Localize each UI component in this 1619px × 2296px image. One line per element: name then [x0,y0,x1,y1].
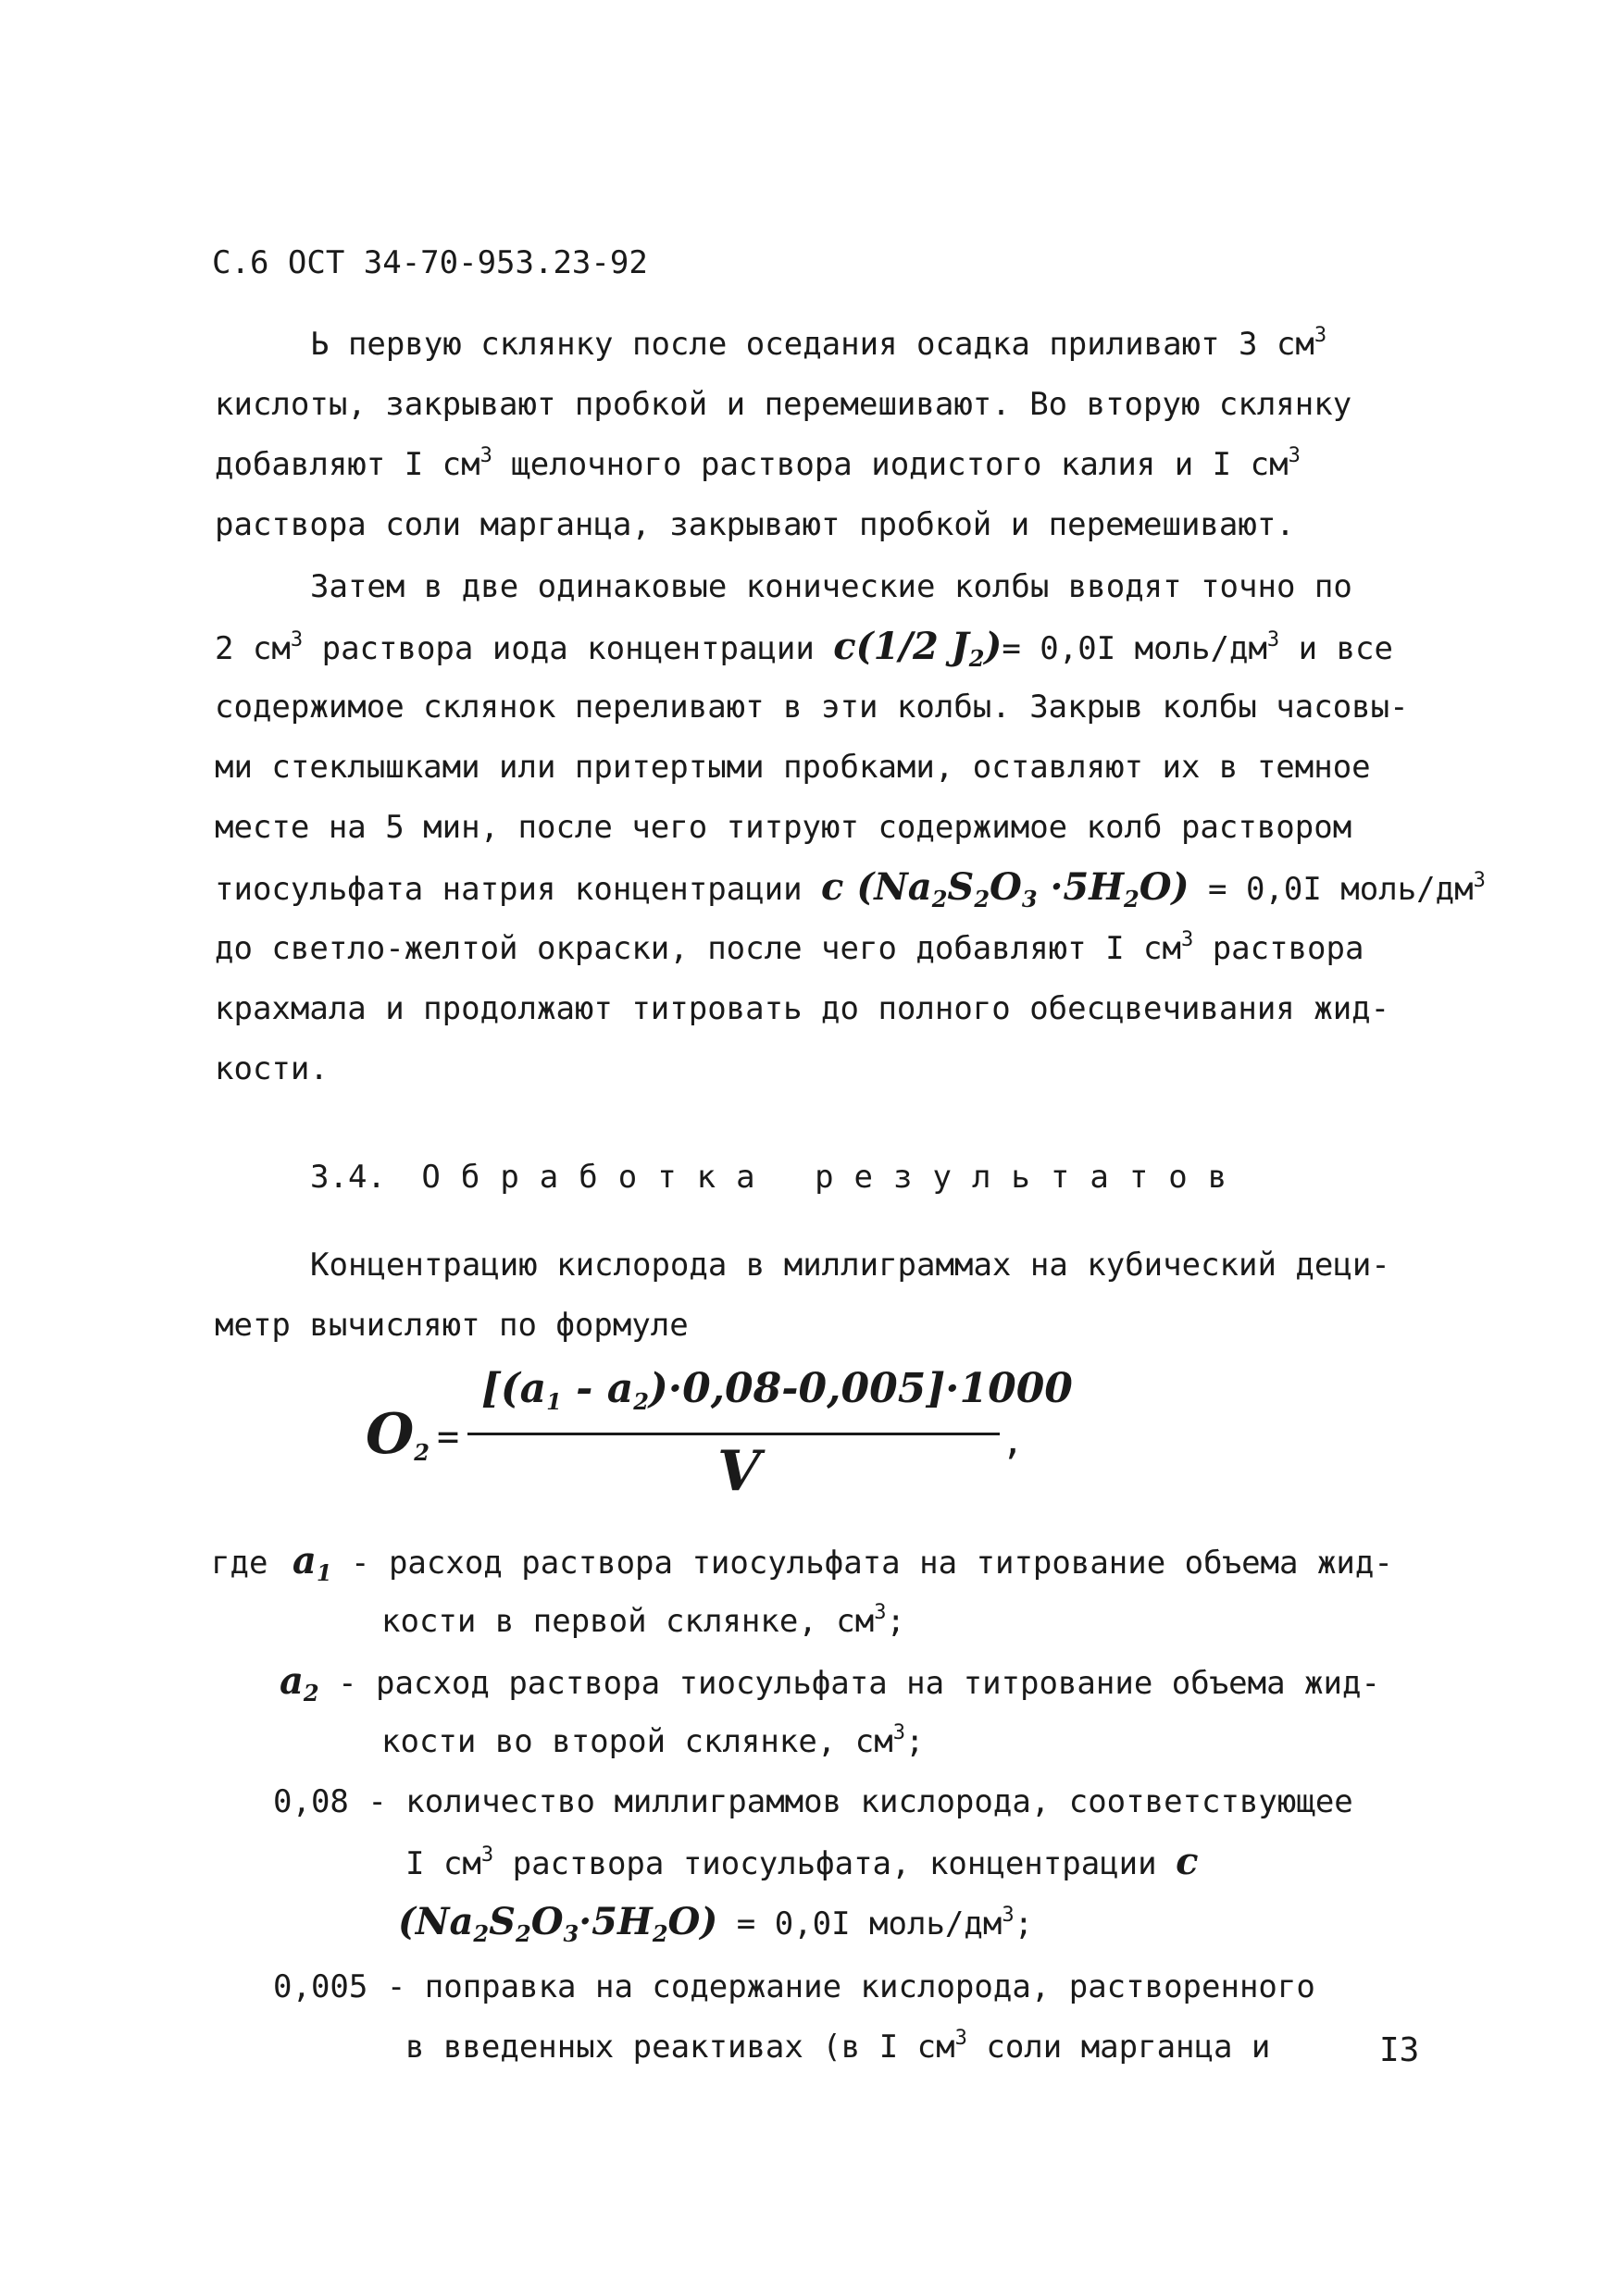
text: = 0,0I моль/дм [1002,630,1267,667]
paragraph-1-line-3 [215,444,1301,485]
paragraph-2-line-6 [215,867,1486,910]
formula-comma: , [1002,1421,1025,1463]
paragraph-2-line-3: содержимое склянок переливают в эти колбы. Закрыв колбы часовы- [215,689,1409,726]
where-label: где [211,1545,268,1582]
definition-a1-line-2 [381,1601,905,1642]
text: в введенных реактивах (в I см [405,2029,955,2066]
definition-0005-line-2 [405,2027,1270,2067]
definition-a1-line-1 [211,1539,1393,1586]
handwritten-formula: $(Na_2S_2O_3\cdot 5H_2O)$ [398,1900,718,1947]
superscript: 3 [892,1721,905,1744]
text: раствора [1193,930,1364,967]
symbol-a2: $a_2$ [280,1659,319,1706]
symbol-a1: $a_1$ [292,1539,332,1586]
superscript: 3 [1288,444,1301,467]
definition-008-line-2 [405,1842,1198,1884]
text: - расход раствора тиосульфата на титрование объема жид- [331,1545,1393,1582]
paragraph-2-line-7 [215,928,1364,969]
text: кости во второй склянке, см [381,1723,893,1760]
handwritten-formula: c $(Na_2S_2O_3 \cdot 5H_2O)$ [821,865,1189,912]
definition-008-line-3 [398,1900,1034,1947]
paragraph-3-line-2: метр вычисляют по формуле [215,1307,689,1344]
text: ; [1014,1905,1034,1942]
text: = 0,0I моль/дм [717,1905,1003,1942]
paragraph-1-line-2: кислоты, закрывают пробкой и перемешивают. Во вторую склянку [215,386,1352,423]
formula-numerator: $[(a_1 - a_2)\cdot 0,08-0,005]\cdot 1000$ [481,1365,1073,1415]
paragraph-2-line-1: Затем в две одинаковые конические колбы вводят точно по [310,568,1352,605]
text: ; [886,1603,905,1640]
text: - расход раствора тиосульфата на титрование объема жид- [318,1665,1380,1702]
paragraph-1-line-4: раствора соли марганца, закрывают пробкой и перемешивают. [215,506,1295,543]
paragraph-2-line-9: кости. [215,1050,329,1087]
text: тиосульфата натрия концентрации [215,871,822,908]
paragraph-1-line-1 [310,324,1326,365]
superscript: 3 [480,1843,494,1867]
superscript: 3 [1473,869,1486,892]
section-heading [310,1157,1247,1198]
page-header: С.6 ОСТ 34-70-953.23-92 [212,244,648,281]
superscript: 3 [1266,628,1280,652]
superscript: 3 [874,1601,887,1624]
superscript: 3 [1180,928,1194,951]
superscript: 3 [479,444,492,467]
superscript: 3 [290,628,304,652]
text: 2 см [215,630,291,667]
text: раствора иода концентрации [303,630,834,667]
superscript: 3 [1002,1904,1015,1927]
text: раствора тиосульфата, концентрации [493,1845,1177,1882]
paragraph-3-line-1: Концентрацию кислорода в миллиграммах на кубический деци- [310,1247,1390,1284]
definition-0005-line-1: 0,005 - поправка на содержание кислорода, растворенного [273,1968,1315,2005]
handwritten-formula: c(1/2 $J_2$) [833,625,1003,672]
definition-a2-line-1 [280,1661,1380,1704]
superscript: 3 [954,2027,967,2050]
formula-fraction-bar [467,1433,1000,1435]
text: до светло-желтой окраски, после чего добавляют I см [215,930,1181,967]
section-title: Обработка результатов [421,1159,1248,1196]
section-number: 3.4. [310,1159,386,1196]
text: кости в первой склянке, см [381,1603,875,1640]
definition-a2-line-2 [381,1721,924,1762]
text: щелочного раствора иодистого калия и I см [492,446,1289,483]
text: = 0,0I моль/дм [1189,871,1474,908]
handwritten-symbol: c [1176,1840,1199,1883]
definition-008-line-1: 0,08 - количество миллиграммов кислорода, соответствующее [273,1783,1353,1820]
paragraph-2-line-4: ми стеклышками или притертыми пробками, оставляют их в темное [215,749,1371,786]
text: соли марганца и [966,2029,1271,2066]
text: I см [405,1845,481,1882]
page-number: I3 [1379,2031,1420,2069]
text: добавляют I см [215,446,480,483]
paragraph-2-line-2 [215,625,1393,672]
text: ; [904,1723,925,1760]
text: и все [1279,630,1393,667]
superscript: 3 [1314,324,1327,347]
paragraph-2-line-5: месте на 5 мин, после чего титруют содержимое колб раствором [215,809,1352,846]
formula-equals: = [437,1416,460,1458]
text: Ь первую склянку после оседания осадка приливают 3 см [310,326,1314,363]
paragraph-2-line-8: крахмала и продолжают титровать до полного обесцвечивания жид- [215,990,1390,1027]
formula-lhs: $O_2$ [366,1402,430,1467]
formula-denominator: V [717,1439,761,1504]
